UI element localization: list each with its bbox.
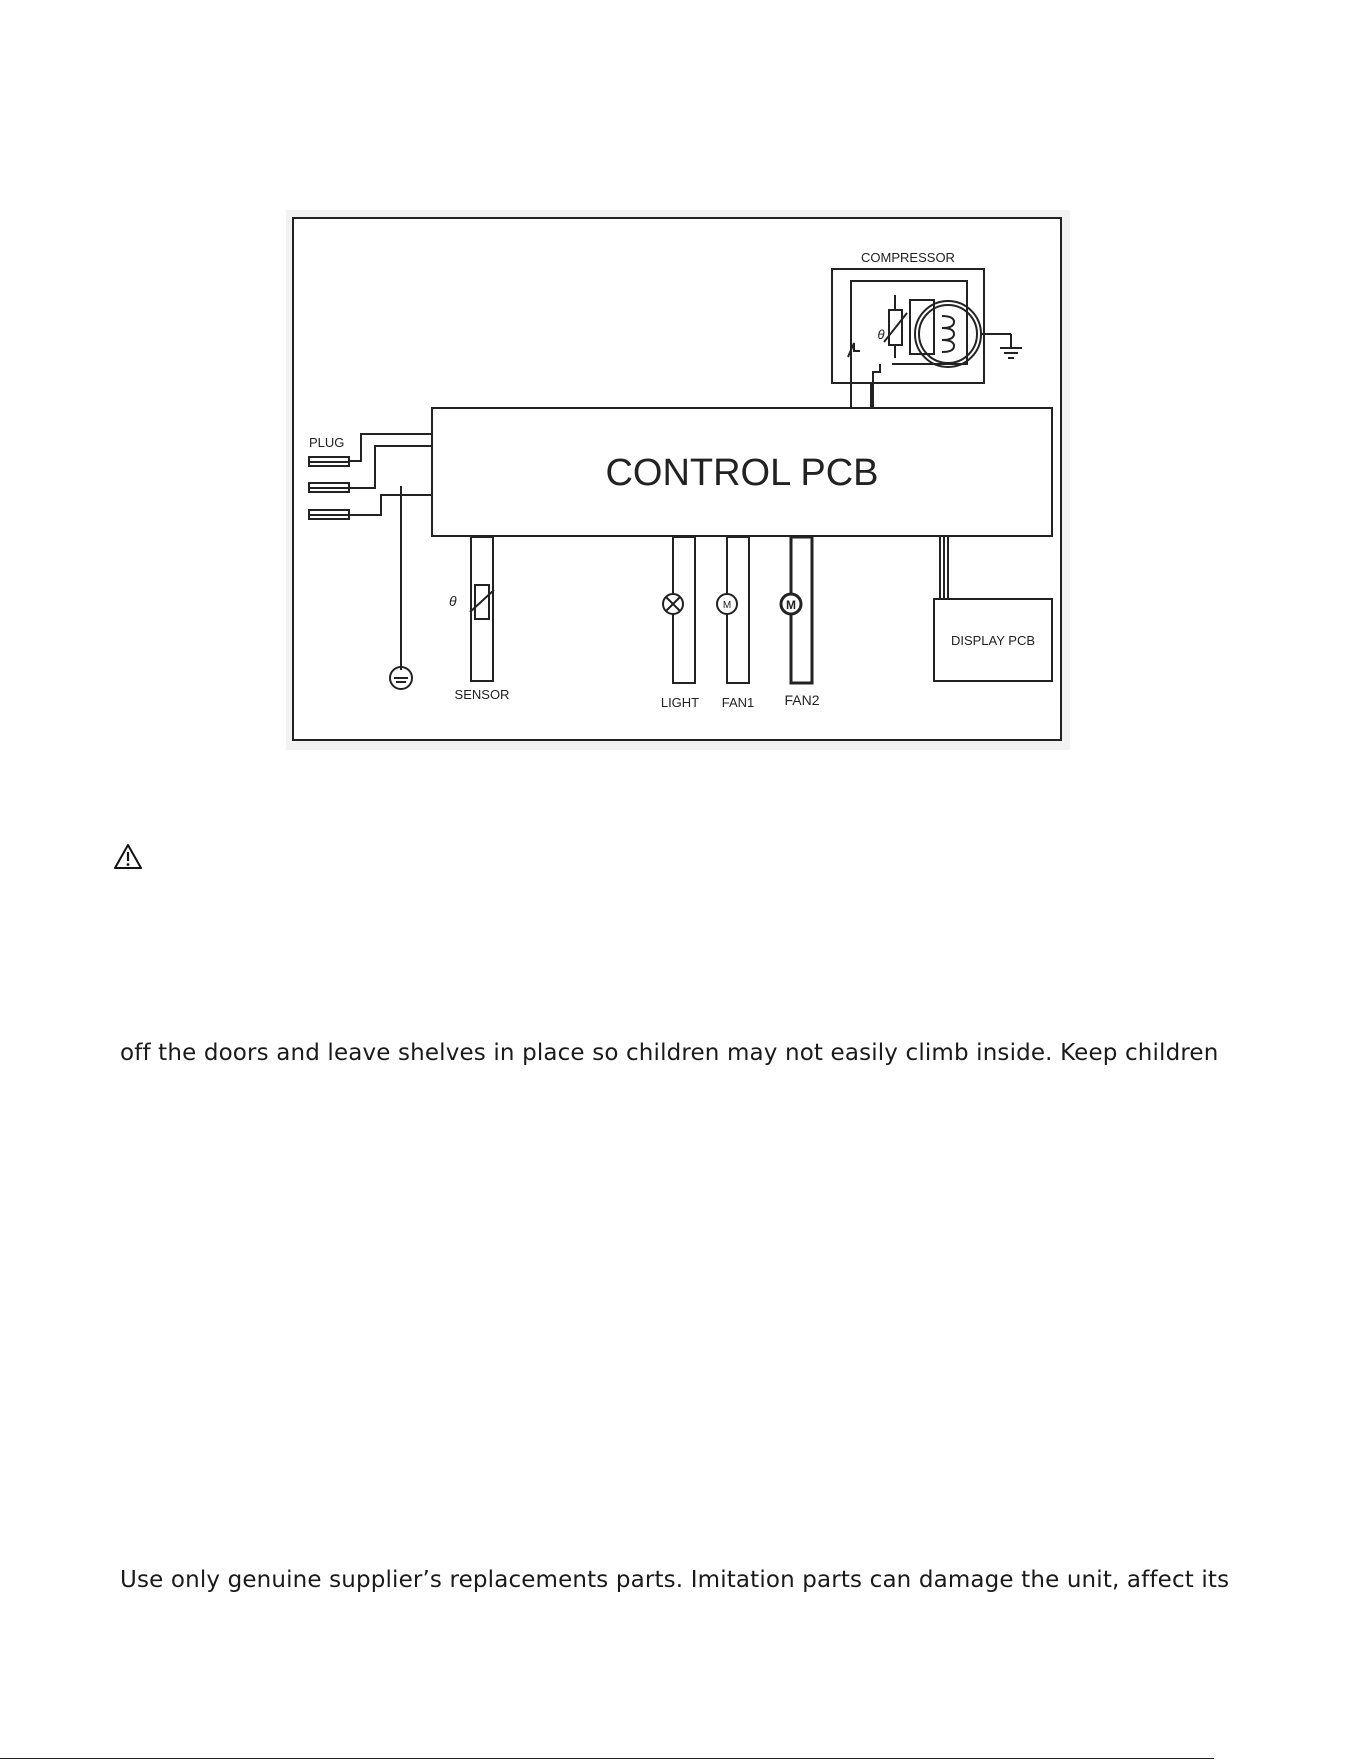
footer-rule — [0, 1758, 1214, 1759]
control-pcb-label: CONTROL PCB — [605, 452, 879, 494]
sensor-label: SENSOR — [454, 687, 510, 702]
body-text-line: off the doors and leave shelves in place so children may not easily climb inside. Keep children — [120, 1040, 1219, 1066]
warning-icon — [113, 843, 143, 871]
light-label: LIGHT — [660, 695, 700, 710]
wiring-diagram-svg — [286, 210, 1070, 750]
display-pcb-label: DISPLAY PCB — [950, 633, 1036, 648]
fan2-label: FAN2 — [784, 692, 820, 708]
sensor-theta: θ — [449, 593, 457, 609]
wiring-diagram — [286, 210, 1070, 750]
fan2-motor-glyph: M — [786, 598, 796, 612]
body-text-line: Use only genuine supplier’s replacements parts. Imitation parts can damage the unit, affect its — [120, 1567, 1230, 1593]
compressor-label: COMPRESSOR — [861, 250, 955, 265]
fan1-label: FAN1 — [721, 695, 755, 710]
fan1-motor-glyph: M — [722, 600, 732, 611]
compressor-theta: θ — [877, 327, 885, 342]
plug-label: PLUG — [309, 435, 345, 450]
